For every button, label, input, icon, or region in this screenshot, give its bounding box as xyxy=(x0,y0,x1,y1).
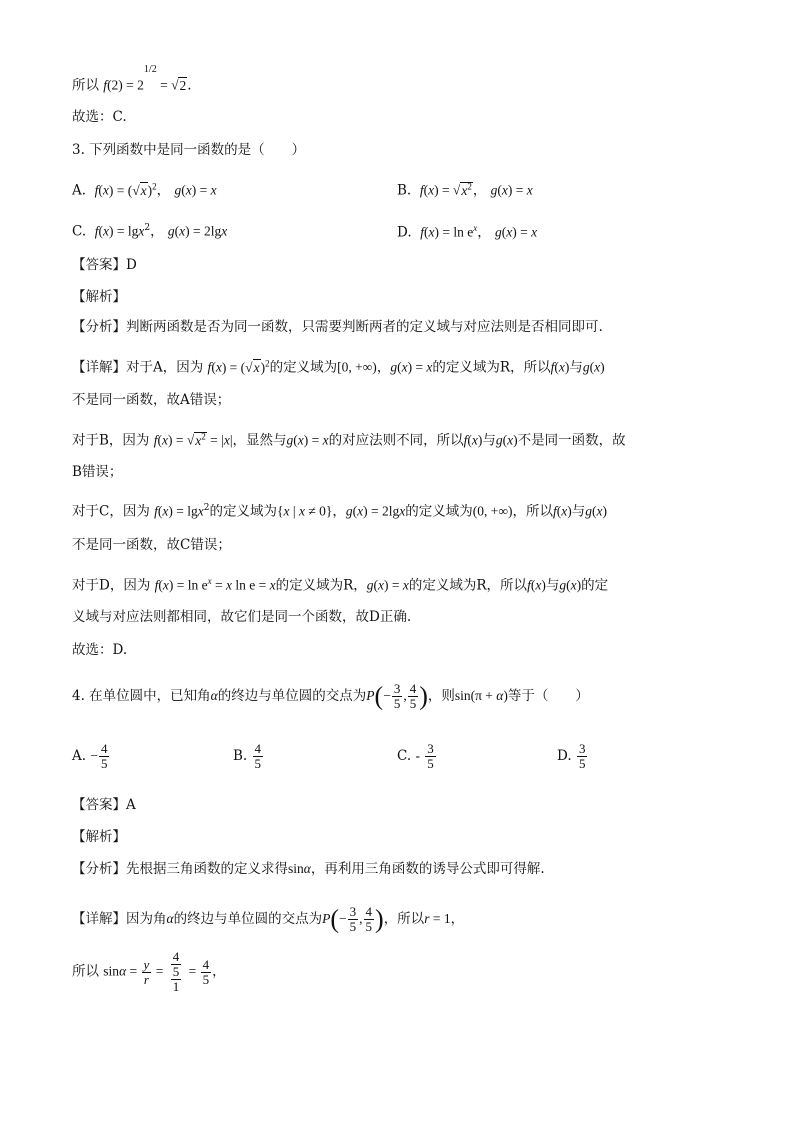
q3-detail-c: 对于C，因为 f(x) = lgx$^2$的定义域为{x | x ≠ 0}，g(x) = 2lgx的定义域为(0, +∞)，所以f(x)与g(x) xyxy=(72,503,607,520)
text: 的定义域为 xyxy=(405,503,473,520)
question-4-stem: 4. 在单位圆中，已知角α的终边与单位圆的交点为P(− $\frac{3}{5}$ , $\frac{4}{5}$ )，则sin(π + α)等于（ ） xyxy=(72,681,589,711)
text: ， xyxy=(450,911,465,927)
q3-final: 故选：D. xyxy=(72,642,128,658)
text: 与 xyxy=(571,503,586,520)
q3-detail-b2: B错误； xyxy=(72,464,123,480)
text: ，所以 xyxy=(512,503,553,520)
answer-label: 【答案】 xyxy=(72,257,126,273)
q3-analysis xyxy=(72,317,603,337)
q4-detail-sin: 所以 sinα = $\frac{y}{r}$ = $\frac{\frac{4}{5}}{1}$ = $\frac{4}{5}$ ， xyxy=(72,949,226,994)
text: 的定义域为 xyxy=(269,359,338,376)
text-prefix: 所以 xyxy=(72,77,99,94)
q3-option-b: B. $f(x) = √x^2$， g(x) = x xyxy=(397,181,533,199)
conclusion-f2: 所以 $f(2) = 2^{1/2} = √2$. xyxy=(72,64,192,94)
text: ， xyxy=(212,963,226,980)
q4-jiexi: 【解析】 xyxy=(72,829,126,845)
text: 与 xyxy=(569,359,583,376)
q3-detail-a: 【详解】对于A，因为 $f(x) = (√x)^2$的定义域为[0, +∞)，g(x) = x的定义域为R，所以f(x)与g(x) xyxy=(72,358,605,376)
analysis-label: 【分析】 xyxy=(72,861,126,877)
q3-answer xyxy=(72,255,137,275)
analysis-label: 【分析】 xyxy=(72,319,126,335)
q3-jiexi: 【解析】 xyxy=(72,289,126,305)
q4-detail: 【详解】因为角α的终边与单位圆的交点为P(− $\frac{3}{5}$ , $\frac{4}{5}$ )，所以r = 1， xyxy=(72,904,465,934)
option-letter: C. xyxy=(72,223,87,240)
q3-option-d: D. $f(x) = \ln e^x$， g(x) = x xyxy=(397,223,538,241)
q3-detail-c2: 不是同一函数，故C错误； xyxy=(72,537,231,553)
answer-value: D xyxy=(126,257,137,273)
detail-label: 【详解】 xyxy=(72,359,126,376)
text: 等于（ ） xyxy=(507,688,589,704)
text: 的终边与单位圆的交点为 xyxy=(173,911,323,927)
text: 4. 在单位圆中，已知角 xyxy=(72,688,211,704)
option-letter: A. xyxy=(72,748,87,764)
analysis-text: 判断两函数是否为同一函数，只需要判断两者的定义域与对应法则是否相同即可. xyxy=(126,319,603,335)
answer-choice-prev: 故选：C. xyxy=(72,109,127,125)
text: 的定义域为R， xyxy=(275,577,367,594)
text: 与 xyxy=(482,432,496,449)
text: 的定义域为R，所以 xyxy=(432,359,551,376)
q3-detail-b: 对于B，因为 $f(x) = √x^2 = |x|$，显然与g(x) = x的对应法则不同，所以f(x)与g(x)不是同一函数，故 xyxy=(72,431,626,449)
text: ，再利用三角函数的诱导公式即可得解. xyxy=(310,861,545,877)
q4-option-b: B. $\frac{4}{5}$ xyxy=(233,741,262,771)
text: 的定义域为R，所以 xyxy=(408,577,528,594)
option-letter: A. xyxy=(72,182,87,199)
q4-answer xyxy=(72,795,136,815)
q3-detail-a2: 不是同一函数，故A错误； xyxy=(72,392,231,408)
text: 的定义域为 xyxy=(209,503,278,520)
text: 的对应法则不同，所以 xyxy=(328,432,464,449)
text: 所以 xyxy=(72,963,99,980)
q3-option-a: A. $f(x) = (√x)^2$， g(x) = x xyxy=(72,181,217,199)
text: ， xyxy=(332,503,346,520)
question-3-stem: 3. 下列函数中是同一函数的是（ ） xyxy=(72,142,306,158)
text: ，则 xyxy=(427,688,455,704)
text: ，所以 xyxy=(383,911,425,927)
text: 的终边与单位圆的交点为 xyxy=(217,688,367,704)
text: 对于C，因为 xyxy=(72,503,150,520)
answer-label: 【答案】 xyxy=(72,797,126,813)
option-letter: D. xyxy=(397,224,412,241)
option-letter: D. xyxy=(557,748,572,764)
text: 先根据三角函数的定义求得 xyxy=(126,861,288,877)
text: 对于D，因为 xyxy=(72,577,151,594)
q3-detail-d2: 义域与对应法则都相同，故它们是同一个函数，故D正确. xyxy=(72,609,412,625)
text: 对于B，因为 xyxy=(72,432,150,449)
q4-option-c: C. - $\frac{3}{5}$ xyxy=(397,741,434,771)
text: 与 xyxy=(545,577,560,594)
q3-option-c: C. f(x) = lgx$^2$， g(x) = 2lgx xyxy=(72,223,228,240)
q3-detail-d: 对于D，因为 $f(x) = \ln e^x = x$ ln e = x的定义域为R，g(x) = x的定义域为R，所以f(x)与g(x)的定 xyxy=(72,576,609,594)
text: 对于A，因为 xyxy=(126,359,204,376)
text: 不是同一函数，故 xyxy=(517,432,626,449)
text: 的定 xyxy=(581,577,609,594)
q4-option-a: A. − $\frac{4}{5}$ xyxy=(72,741,108,771)
option-letter: B. xyxy=(233,748,248,764)
option-letter: C. xyxy=(397,748,412,764)
q4-analysis: 【分析】先根据三角函数的定义求得sinα，再利用三角函数的诱导公式即可得解. xyxy=(72,861,545,877)
text-suffix: . xyxy=(187,77,192,94)
detail-label: 【详解】 xyxy=(72,911,126,927)
q4-option-d: D. $\frac{3}{5}$ xyxy=(557,741,586,771)
text: ， xyxy=(376,359,391,376)
text: ，显然与 xyxy=(232,432,287,449)
text: 因为角 xyxy=(126,911,167,927)
math-f2: f xyxy=(103,77,108,93)
option-letter: B. xyxy=(397,182,412,199)
answer-value: A xyxy=(126,797,136,813)
